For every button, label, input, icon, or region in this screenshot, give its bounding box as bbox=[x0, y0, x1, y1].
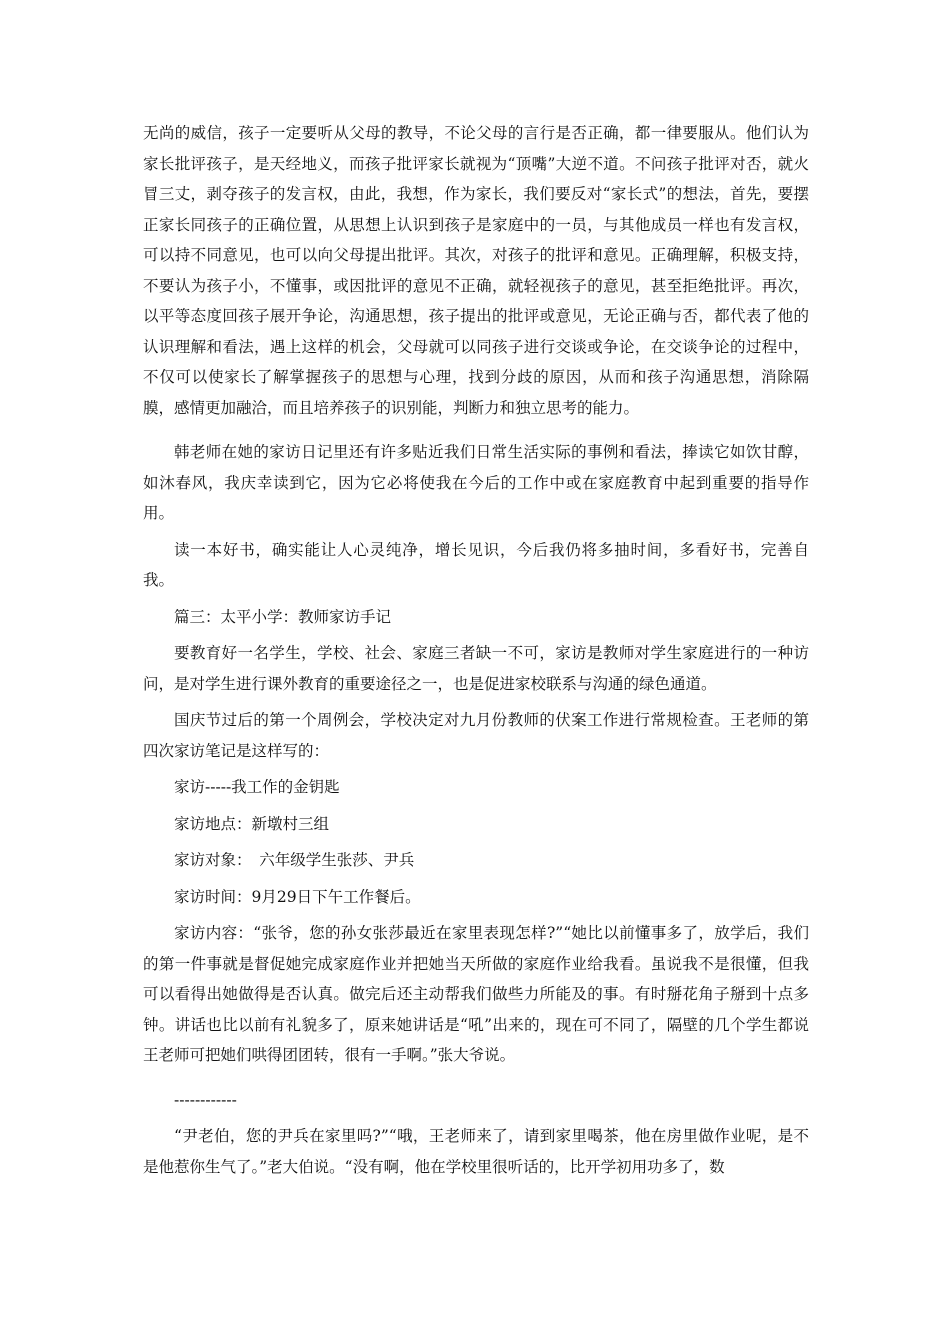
note-content: 家访内容：“张爷，您的孙女张莎最近在家里表现怎样?”“她比以前懂事多了，放学后，我们的第一件事就是督促她完成家庭作业并把她当天所做的家庭作业给我看。虽说我不是很懂，但我可以看得出她做得是否认真。做完后还主动帮我们做些力所能及的事。有时掰花角子掰到十点多钟。讲话也比以前有礼貌多了，原来她讲话是“吼”出来的，现在可不同了，隔壁的几个学生都说王老师可把她们哄得团团转，很有一手啊。”张大爷说。 bbox=[143, 924, 809, 1064]
note-time: 家访时间：9月29日下午工作餐后。 bbox=[174, 887, 421, 906]
separator-dashes: ------------ bbox=[174, 1090, 237, 1109]
note-subjects: 家访对象： 六年级学生张莎、尹兵 bbox=[174, 851, 415, 869]
note-title: 家访-----我工作的金钥匙 bbox=[174, 778, 340, 796]
paragraph-continuation: 无尚的威信，孩子一定要听从父母的教导，不论父母的言行是否正确，都一律要服从。他们认为家长批评孩子，是天经地义，而孩子批评家长就视为“顶嘴”大逆不道。不问孩子批评对否，就火冒三丈，剥夺孩子的发言权，由此，我想，作为家长，我们要反对“家长式”的想法，首先，要摆正家长同孩子的正确位置，从思想上认识到孩子是家庭中的一员，与其他成员一样也有发言权，可以持不同意见，也可以向父母提出批评。其次，对孩子的批评和意见。正确理解，积极支持，不要认为孩子小，不懂事，或因批评的意见不正确，就轻视孩子的意见，甚至拒绝批评。再次，以平等态度回孩子展开争论，沟通思想，孩子提出的批评或意见，无论正确与否，都代表了他的认识理解和看法，遇上这样的机会，父母就可以同孩子进行交谈或争论，在交谈争论的过程中，不仅可以使家长了解掌握孩子的思想与心理，找到分歧的原因，从而和孩子沟通思想，消除隔膜，感情更加融洽，而且培养孩子的识别能，判断力和独立思考的能力。 bbox=[143, 124, 809, 417]
paragraph-good-book: 读一本好书，确实能让人心灵纯净，增长见识，今后我仍将多抽时间，多看好书，完善自我。 bbox=[143, 540, 809, 589]
paragraph-yin-dialogue: “尹老伯，您的尹兵在家里吗?”“哦，王老师来了，请到家里喝茶，他在房里做作业呢，是不是他惹你生气了。”老大伯说。“没有啊，他在学校里很听话的，比开学初用功多了，数 bbox=[143, 1127, 809, 1176]
paragraph-weekly-meeting: 国庆节过后的第一个周例会，学校决定对九月份教师的伏案工作进行常规检查。王老师的第四次家访笔记是这样写的： bbox=[143, 711, 809, 760]
paragraph-han-teacher: 韩老师在她的家访日记里还有许多贴近我们日常生活实际的事例和看法，捧读它如饮甘醇，如沐春风，我庆幸读到它，因为它必将使我在今后的工作中或在家庭教育中起到重要的指导作用。 bbox=[143, 443, 809, 522]
paragraph-home-visit-intro: 要教育好一名学生，学校、社会、家庭三者缺一不可，家访是教师对学生家庭进行的一种访问，是对学生进行课外教育的重要途径之一，也是促进家校联系与沟通的绿色通道。 bbox=[143, 644, 809, 693]
section-heading: 篇三：太平小学：教师家访手记 bbox=[174, 607, 392, 626]
note-location: 家访地点：新墩村三组 bbox=[174, 814, 330, 833]
document-page bbox=[143, 118, 809, 1182]
